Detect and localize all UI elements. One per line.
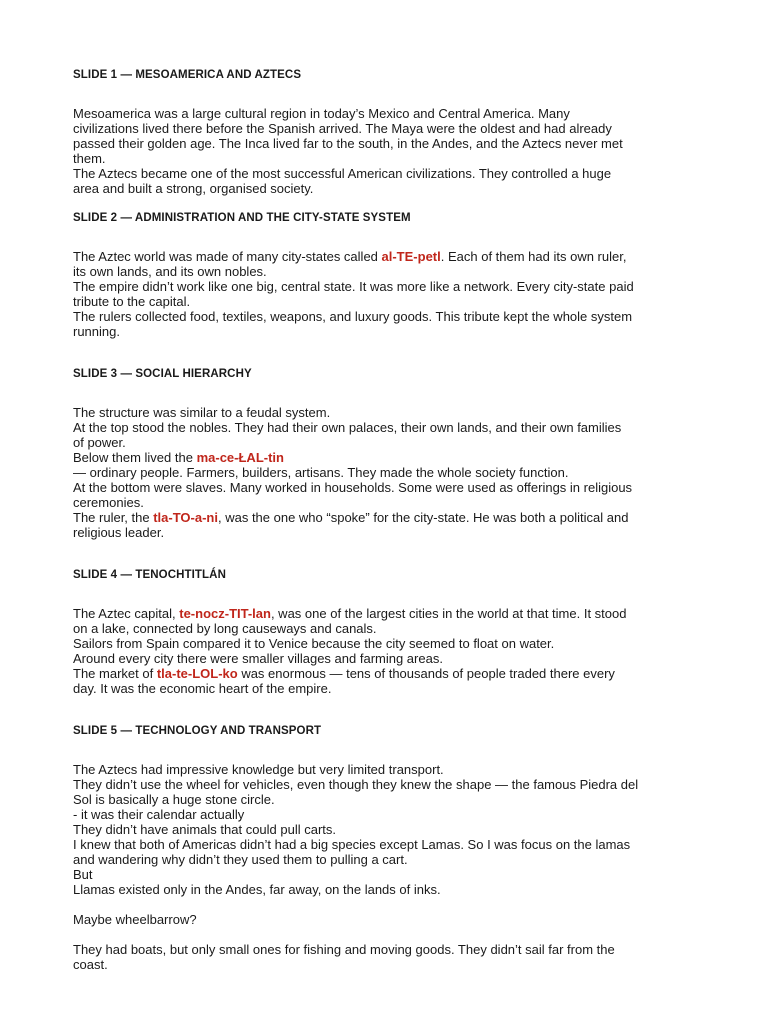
slide-4-line: on a lake, connected by long causeways and canals.	[73, 621, 377, 636]
slide-5-line: The Aztecs had impressive knowledge but very limited transport.	[73, 762, 444, 777]
slide-5-line: They didn’t have animals that could pull carts.	[73, 822, 337, 837]
slide-5-line: Sol is basically a huge stone circle.	[73, 792, 275, 807]
slide-3-text: The ruler, the	[73, 510, 154, 525]
slide-2-line	[73, 249, 728, 264]
slide-3-text: , was the one who “spoke” for the city-state. He was both a political and	[217, 510, 629, 525]
slide-3-line: ceremonies.	[73, 495, 144, 510]
slide-4-heading: SLIDE 4 — TENOCHTITLÁN	[73, 569, 226, 581]
term-macehualtin: ma-ce-ŁAL-tin	[196, 450, 284, 465]
slide-1-line: them.	[73, 151, 106, 166]
term-tlatelolco: tla-te-LOL-ko	[156, 666, 238, 681]
slide-4-line: day. It was the economic heart of the empire.	[73, 681, 332, 696]
term-tenochtitlan: te-nocz-TIT-lan	[179, 606, 271, 621]
slide-3-line	[73, 450, 728, 465]
slide-1-line: civilizations lived there before the Spanish arrived. The Maya were the oldest and had already	[73, 121, 612, 136]
slide-1-line: area and built a strong, organised society.	[73, 181, 314, 196]
slide-2-heading: SLIDE 2 — ADMINISTRATION AND THE CITY-STATE SYSTEM	[73, 212, 411, 224]
term-tlatoani: tla-TO-a-ni	[153, 510, 218, 525]
slide-5-heading: SLIDE 5 — TECHNOLOGY AND TRANSPORT	[73, 725, 322, 737]
slide-4-text: The market of	[73, 666, 157, 681]
slide-3-text: Below them lived the	[73, 450, 197, 465]
slide-1-line: Mesoamerica was a large cultural region in today’s Mexico and Central America. Many	[73, 106, 570, 121]
slide-3-line: religious leader.	[73, 525, 165, 540]
slide-2-text: The Aztec world was made of many city-states called	[73, 249, 382, 264]
slide-3-line: At the top stood the nobles. They had their own palaces, their own lands, and their own families	[73, 420, 622, 435]
slide-5-line: - it was their calendar actually	[73, 807, 245, 822]
slide-4-line	[73, 666, 728, 681]
slide-4-line: Sailors from Spain compared it to Venice because the city seemed to float on water.	[73, 636, 555, 651]
term-altepetl: al-TE-petl	[381, 249, 441, 264]
slide-2-line: its own lands, and its own nobles.	[73, 264, 267, 279]
slide-1-heading: SLIDE 1 — MESOAMERICA AND AZTECS	[73, 69, 302, 81]
slide-2-line: The rulers collected food, textiles, weapons, and luxury goods. This tribute kept the whole system	[73, 309, 633, 324]
slide-5-line: and wandering why didn’t they used them to pulling a cart.	[73, 852, 408, 867]
slide-3-line: — ordinary people. Farmers, builders, artisans. They made the whole society function.	[73, 465, 569, 480]
slide-3-line: The structure was similar to a feudal system.	[73, 405, 331, 420]
slide-4-text: , was one of the largest cities in the world at that time. It stood	[270, 606, 627, 621]
slide-5-line: I knew that both of Americas didn’t had a big species except Lamas. So I was focus on the lamas	[73, 837, 631, 852]
slide-3-line	[73, 510, 728, 525]
slide-4-line	[73, 606, 728, 621]
slide-1-line: passed their golden age. The Inca lived far to the south, in the Andes, and the Aztecs never met	[73, 136, 623, 151]
slide-3-line: At the bottom were slaves. Many worked in households. Some were used as offerings in religious	[73, 480, 633, 495]
slide-2-line: tribute to the capital.	[73, 294, 191, 309]
slide-2-line: The empire didn’t work like one big, central state. It was more like a network. Every city-state paid	[73, 279, 634, 294]
slide-5-line: Llamas existed only in the Andes, far away, on the lands of inks.	[73, 882, 441, 897]
slide-5-line: They had boats, but only small ones for fishing and moving goods. They didn’t sail far from the	[73, 942, 615, 957]
slide-3-line: of power.	[73, 435, 126, 450]
slide-5-line: Maybe wheelbarrow?	[73, 912, 197, 927]
slide-5-line: But	[73, 867, 93, 882]
slide-2-line: running.	[73, 324, 120, 339]
slide-5-line: They didn’t use the wheel for vehicles, even though they knew the shape — the famous Piedra del	[73, 777, 639, 792]
slide-3-heading: SLIDE 3 — SOCIAL HIERARCHY	[73, 368, 252, 380]
slide-4-text: was enormous — tens of thousands of people traded there every	[237, 666, 615, 681]
slide-1-line: The Aztecs became one of the most successful American civilizations. They controlled a huge	[73, 166, 612, 181]
slide-2-text: . Each of them had its own ruler,	[440, 249, 627, 264]
slide-4-text: The Aztec capital,	[73, 606, 180, 621]
slide-5-line: coast.	[73, 957, 108, 972]
slide-4-line: Around every city there were smaller villages and farming areas.	[73, 651, 443, 666]
